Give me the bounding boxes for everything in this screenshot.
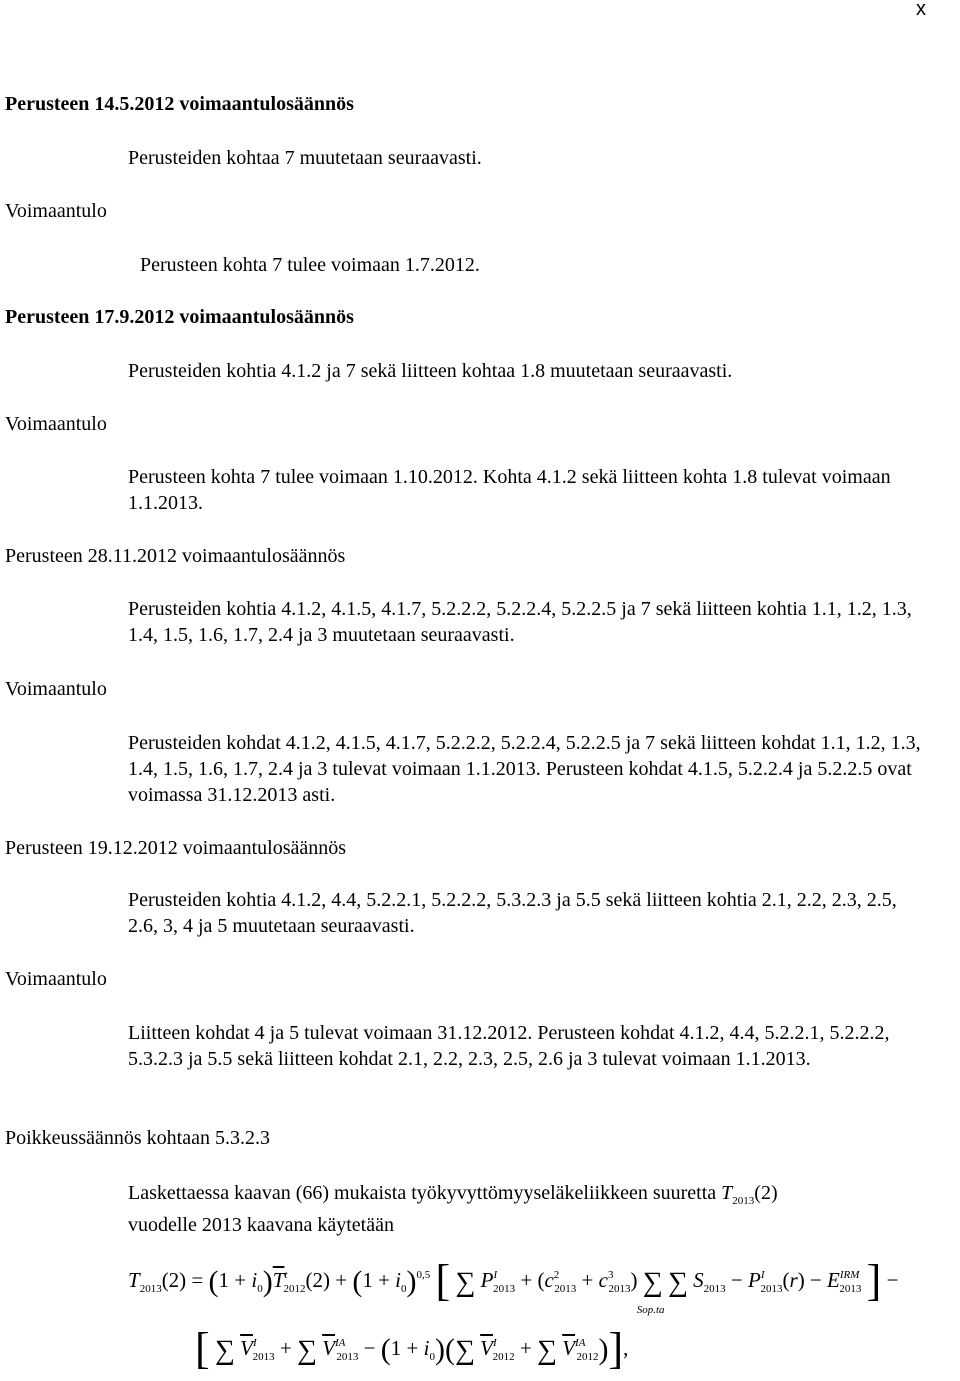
exception-intro	[128, 1180, 778, 1214]
exception-intro-line1: Laskettaessa kaavan (66) mukaista työkyvyttömyyseläkeliikkeen suuretta	[128, 1182, 717, 1204]
section-heading: Perusteen 14.5.2012 voimaantulosäännös	[5, 93, 354, 115]
intro-symbol: $T_{2013}(2)$	[721, 1182, 778, 1207]
section-heading: Perusteen 28.11.2012 voimaantulosäännös	[5, 545, 346, 567]
side-label: Voimaantulo	[5, 678, 107, 700]
amendment-text: Perusteiden kohtia 4.1.2, 4.1.5, 4.1.7, 5.2.2.2, 5.2.2.4, 5.2.2.5 ja 7 sekä liitteen kohtia 1.1, 1.2, 1.3, 1.4, 1.5, 1.6, 1.7, 2.4 ja 3 muutetaan seuraavasti.	[128, 598, 912, 646]
effect-text: Liitteen kohdat 4 ja 5 tulevat voimaan 31.12.2012. Perusteen kohdat 4.1.2, 4.4, 5.2.2.1, 5.2.2.2, 5.3.2.3 ja 5.5 sekä liitteen kohdat 2.1, 2.2, 2.3, 2.5, 2.6 ja 3 tulevat voimaan 1.1.2013.	[128, 1022, 890, 1070]
side-label: Voimaantulo	[5, 413, 107, 435]
effect-text: Perusteen kohta 7 tulee voimaan 1.7.2012.	[140, 254, 480, 276]
side-label: Voimaantulo	[5, 968, 107, 990]
amendment-text: Perusteiden kohtaa 7 muutetaan seuraavasti.	[128, 147, 482, 169]
amendment-text: Perusteiden kohtia 4.1.2 ja 7 sekä liitteen kohtaa 1.8 muutetaan seuraavasti.	[128, 360, 733, 382]
formula-line-2: [ ∑ $\overline{V}^I_{2013}$ + ∑ $\overline{V}^{IA}_{2013} - (1 + i_0)(\sum$ $\overline{V}^I_{2012}$ + ∑ $\overline{V}^{IA}_{2012}$)],	[195, 1324, 629, 1373]
side-label: Voimaantulo	[5, 200, 107, 222]
effect-text: Perusteiden kohdat 4.1.2, 4.1.5, 4.1.7, 5.2.2.2, 5.2.2.4, 5.2.2.5 ja 7 sekä liitteen kohdat 1.1, 1.2, 1.3, 1.4, 1.5, 1.6, 1.7, 2.4 ja 3 tulevat voimaan 1.1.2013. Perusteen kohdat 4.1.5, 5.2.2.4 ja 5.2.2.5 ovat voimassa 31.12.2013 asti.	[128, 732, 921, 806]
amendment-text: Perusteiden kohtia 4.1.2, 4.4, 5.2.2.1, 5.2.2.2, 5.3.2.3 ja 5.5 sekä liitteen kohtia 2.1, 2.2, 2.3, 2.5, 2.6, 3, 4 ja 5 muutetaan seuraavasti.	[128, 889, 897, 937]
close-icon[interactable]: x	[916, 0, 926, 20]
section-heading: Perusteen 17.9.2012 voimaantulosäännös	[5, 306, 354, 328]
exception-heading: Poikkeussäännös kohtaan 5.3.2.3	[5, 1127, 270, 1149]
effect-text: Perusteen kohta 7 tulee voimaan 1.10.2012. Kohta 4.1.2 sekä liitteen kohta 1.8 tulevat voimaan 1.1.2013.	[128, 466, 891, 514]
formula-line-1: $T_{2013}(2) = (1 + i_0)\overline{T}^t_{2012}(2) + (1 + i_0)^{0,5}$ [ ∑ $P^I_{2013} + (c^2_{2013} + c^3_{2013})$ ∑ Sop.ta ∑ $S_{2013} - P^I_{2013}(r) - E^{IRM}_{2013}$ ] −	[128, 1256, 899, 1316]
exception-intro-line2: vuodelle 2013 kaavana käytetään	[128, 1214, 394, 1236]
section-heading: Perusteen 19.12.2012 voimaantulosäännös	[5, 837, 347, 859]
